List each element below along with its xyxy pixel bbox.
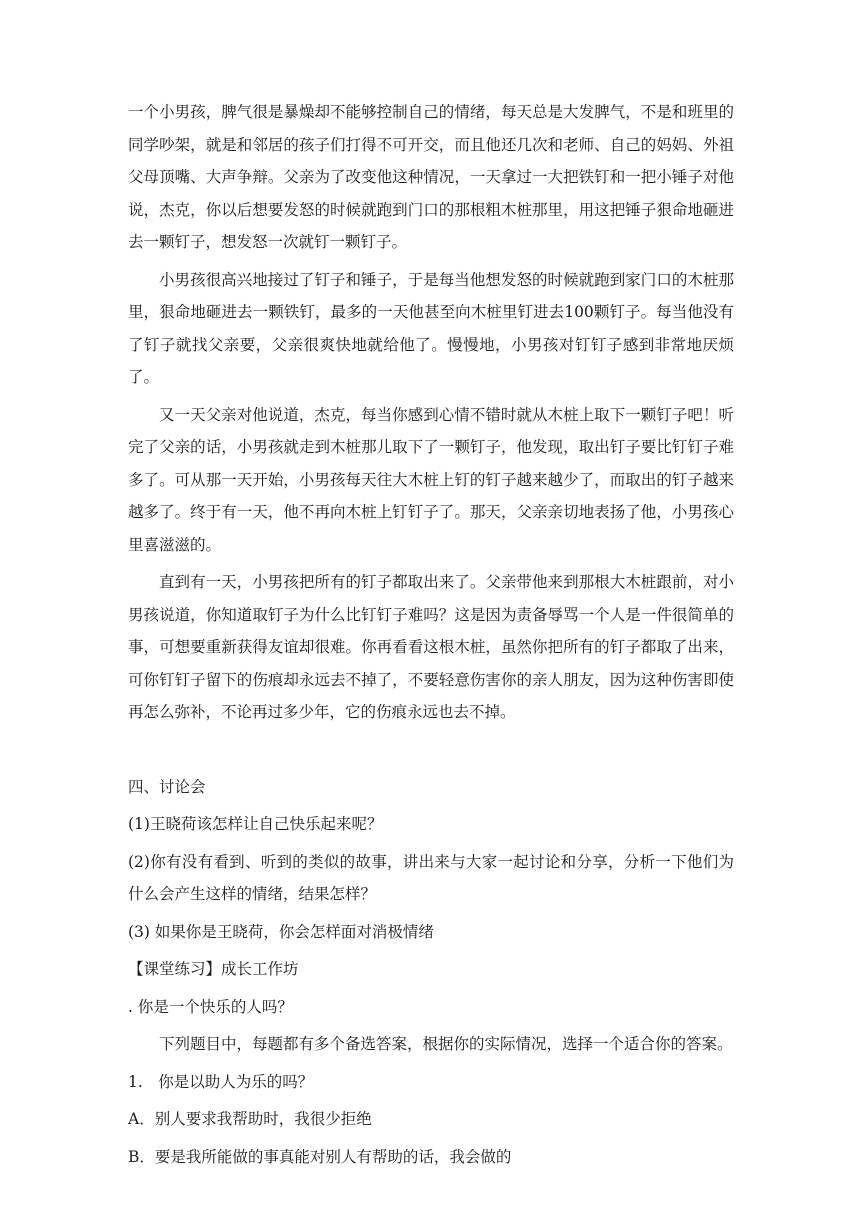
discussion-question-2: (2)你有没有看到、听到的类似的故事，讲出来与大家一起讨论和分享，分析一下他们为什么会产生这样的情绪，结果怎样？: [128, 852, 734, 903]
practice-instructions: 下列题目中，每题都有多个备选答案，根据你的实际情况，选择一个适合你的答案。: [159, 1035, 733, 1053]
practice-subheading: . 你是一个快乐的人吗？: [128, 997, 293, 1016]
story-paragraph-2: 小男孩很高兴地接过了钉子和锤子，于是每当他想发怒的时候就跑到家门口的木桩那里，狠命地砸进去一颗铁钉，最多的一天他甚至向木桩里钉进去100颗钉子。每当他没有了钉子就找父亲要，父亲很爽快地就给他了。慢慢地，小男孩对钉钉子感到非常地厌烦了。: [128, 270, 734, 386]
story-paragraph-3: 又一天父亲对他说道，杰克，每当你感到心情不错时就从木桩上取下一颗钉子吧！听完了父亲的话，小男孩就走到木桩那儿取下了一颗钉子，他发现，取出钉子要比钉钉子难多了。可从那一天开始，小男孩每天往大木桩上钉的钉子越来越少了，而取出的钉子越来越多了。终于有一天，他不再向木桩上钉钉子了。那天，父亲亲切地表扬了他，小男孩心里喜滋滋的。: [128, 405, 734, 554]
practice-question-1: 1. 你是以助人为乐的吗？: [128, 1072, 314, 1091]
practice-heading: 【课堂练习】成长工作坊: [128, 960, 299, 978]
story-paragraph-4: 直到有一天，小男孩把所有的钉子都取出来了。父亲带他来到那根大木桩跟前，对小男孩说道，你知道取钉子为什么比钉钉子难吗？这是因为责备辱骂一个人是一件很简单的事，可想要重新获得友谊却很难。你再看看这根木桩，虽然你把所有的钉子都取了出来，可你钉钉子留下的伤痕却永远去不掉了，不要轻意伤害你的亲人朋友，因为这种伤害即使再怎么弥补，不论再过多少年，它的伤痕永远也去不掉。: [128, 573, 734, 721]
section-spacer: [128, 734, 734, 771]
practice-option-a: A．别人要求我帮助时，我很少拒绝: [128, 1110, 372, 1128]
discussion-question-3: (3) 如果你是王晓荷，你会怎样面对消极情绪: [128, 922, 434, 941]
story-paragraph-1: 一个小男孩，脾气很是暴燥却不能够控制自己的情绪，每天总是大发脾气，不是和班里的同学吵架，就是和邻居的孩子们打得不可开交，而且他还几次和老师、自己的妈妈、外祖父母顶嘴、大声争辩。父亲为了改变他这种情况，一天拿过一大把铁钉和一把小锤子对他说，杰克，你以后想要发怒的时候就跑到门口的那根粗木桩那里，用这把锤子狠命地砸进去一颗钉子，想发怒一次就钉一颗钉子。: [128, 103, 734, 251]
discussion-question-1: (1)王晓荷该怎样让自己快乐起来呢？: [128, 815, 383, 833]
discussion-heading: 四、讨论会: [128, 777, 206, 796]
practice-option-b: B．要是我所能做的事真能对别人有帮助的话，我会做的: [128, 1147, 512, 1166]
document-body: [128, 96, 734, 1178]
